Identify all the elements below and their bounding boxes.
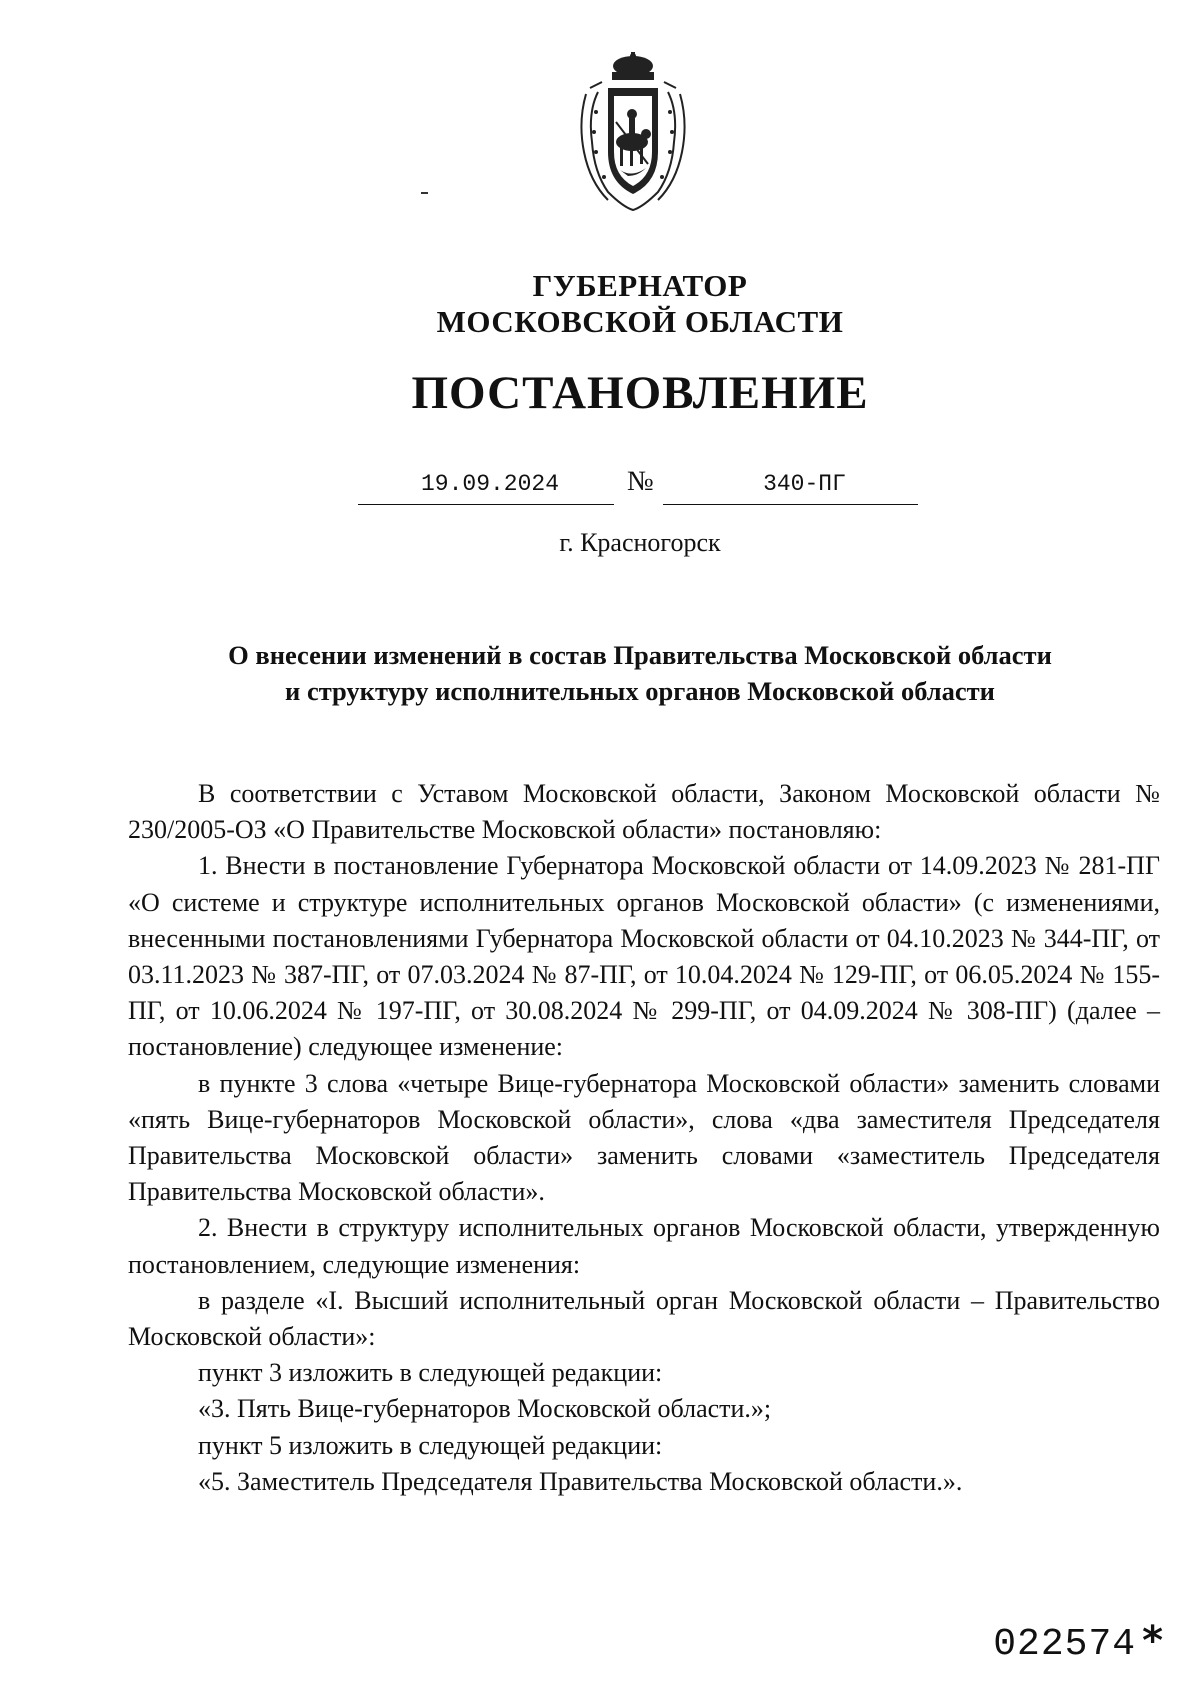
paragraph-item-2: 2. Внести в структуру исполнительных органов Московской области, утвержденную постановлением, следующие изменения: <box>128 1213 1160 1279</box>
document-number: 340-ПГ <box>663 471 918 505</box>
paragraph-point-3-intro: пункт 3 изложить в следующей редакции: <box>198 1358 663 1388</box>
coat-of-arms-icon <box>568 52 698 212</box>
issuer-title: ГУБЕРНАТОР <box>532 268 748 303</box>
document-title-line-1: О внесении изменений в состав Правительства Московской области <box>228 640 1052 670</box>
city: г. Красногорск <box>559 528 721 557</box>
paragraph-point-3-text: «3. Пять Вице-губернаторов Московской области.»; <box>198 1394 772 1424</box>
document-type: ПОСТАНОВЛЕНИЕ <box>411 367 869 419</box>
stray-mark <box>421 192 428 194</box>
paragraph-item-1: 1. Внести в постановление Губернатора Московской области от 14.09.2023 № 281-ПГ «О системе и структуре исполнительных органов Московской области» (с изменениями, внесенными постановлениями Губернатора Московской области от 04.10.2023 № 344-ПГ, от 03.11.2023 № 387-ПГ, от 07.03.2024 № 87-ПГ, от 10.04.2024 № 129-ПГ, от 06.05.2024 № 155-ПГ, от 10.06.2024 № 197-ПГ, от 30.08.2024 № 299-ПГ, от 04.09.2024 № 308-ПГ) (далее – постановление) следующее изменение: <box>128 851 1160 1062</box>
document-body <box>128 776 1160 1500</box>
serial-number <box>993 1618 1164 1666</box>
issuer-region: МОСКОВСКОЙ ОБЛАСТИ <box>436 304 844 339</box>
serial-star-mark: * <box>1142 1618 1164 1664</box>
paragraph-point-5-intro: пункт 5 изложить в следующей редакции: <box>198 1430 663 1460</box>
document-title-line-2: и структуру исполнительных органов Московской области <box>285 676 995 706</box>
document-date: 19.09.2024 <box>358 471 614 505</box>
number-sign: № <box>627 466 654 497</box>
paragraph-point-5-text: «5. Заместитель Председателя Правительства Московской области.». <box>198 1466 963 1496</box>
paragraph-item-1-change: в пункте 3 слова «четыре Вице-губернатора Московской области» заменить словами «пять Вице-губернаторов Московской области», слова «два заместителя Председателя Правительства Московской области» заменить словами «заместитель Председателя Правительства Московской области». <box>128 1068 1160 1207</box>
serial-digits: 022574 <box>993 1623 1137 1666</box>
paragraph-preamble: В соответствии с Уставом Московской области, Законом Московской области № 230/2005-ОЗ «О Правительстве Московской области» постановляю: <box>128 779 1160 845</box>
paragraph-section-ref: в разделе «I. Высший исполнительный орган Московской области – Правительство Московской области»: <box>128 1285 1160 1352</box>
